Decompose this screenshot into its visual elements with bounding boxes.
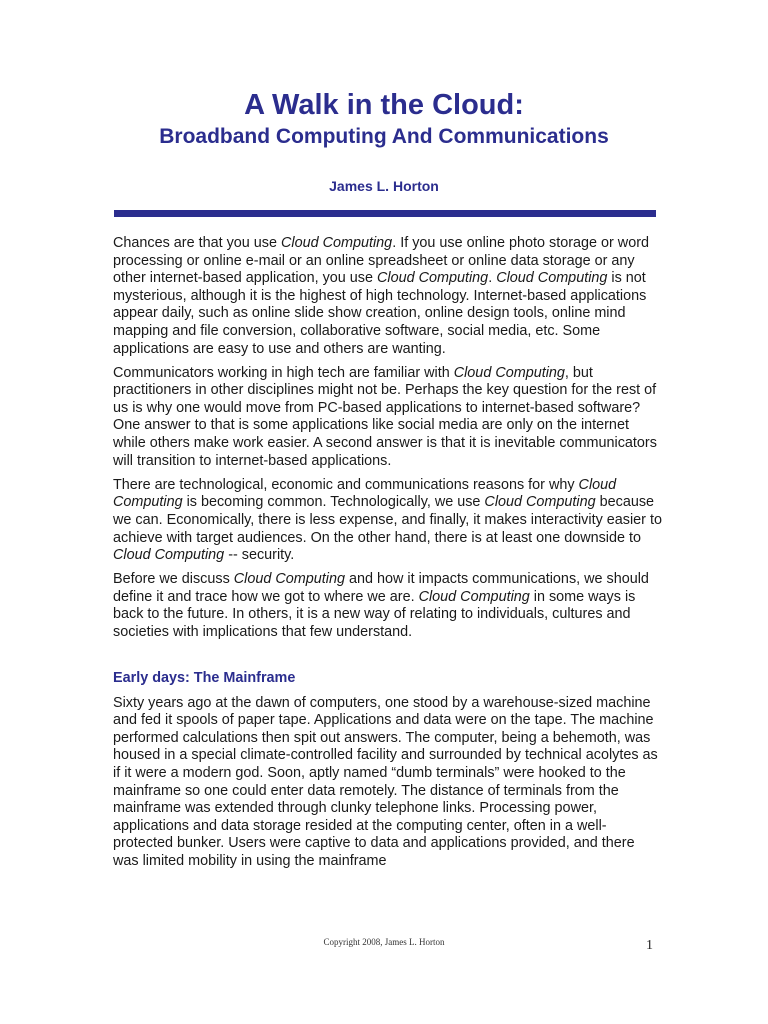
section-heading: Early days: The Mainframe (113, 669, 296, 686)
document-subtitle: Broadband Computing And Communications (159, 125, 609, 148)
paragraph-intro: Chances are that you use Cloud Computing. If you use online photo storage or word processing or online e-mail or an online spreadsheet or online data storage or any other internet-based application, you use Cloud Computing. Cloud Computing is not mysterious, although it is the highest of high technology. Internet-based applications appear daily, such as online slide show creation, online design tools, online mind mapping and file conversion, collaborative software, social media, etc. Some applications are easy to use and others are wanting. (113, 235, 649, 357)
paragraph-communicators: Communicators working in high tech are familiar with Cloud Computing, but practitioners in other disciplines might not be. Perhaps the key question for the rest of us is why one would move from PC-based applications to internet-based software? One answer to that is some applications like social media are only on the internet while others make work easier. A second answer is that it is inevitable communicators will transition to internet-based applications. (113, 364, 657, 469)
term-cloud-computing: Cloud Computing (496, 270, 608, 287)
term-cloud-computing: Cloud Computing (233, 571, 345, 588)
author-name: James L. Horton (329, 178, 439, 194)
term-cloud-computing: Cloud Computing (281, 235, 393, 251)
paragraph-reasons: There are technological, economic and communications reasons for why Cloud Computing is becoming common. Technologically, we use Cloud Computing because we can. Economically, there is less expense, and finally, it makes interactivity easier to achieve with target audiences. On the other hand, there is at least one downside to Cloud Computing -- security. (113, 476, 662, 564)
term-cloud-computing: Cloud Computing (484, 494, 596, 511)
page-footer-copyright: Copyright 2008, James L. Horton (323, 937, 445, 947)
document-body (113, 235, 663, 877)
document-title: A Walk in the Cloud: (244, 89, 524, 121)
term-cloud-computing: Cloud Computing (453, 364, 565, 381)
term-cloud-computing: Cloud Computing (377, 270, 489, 287)
term-cloud-computing: Cloud Computing (418, 588, 530, 605)
term-cloud-computing: Cloud Computing (113, 476, 617, 511)
title-divider (114, 210, 656, 217)
term-cloud-computing: Cloud Computing (113, 547, 225, 564)
paragraph-definition: Before we discuss Cloud Computing and how it impacts communications, we should define it and trace how we got to where we are. Cloud Computing in some ways is back to the future. In others, it is a new way of relating to individuals, cultures and societies with implications that few understand. (113, 571, 649, 640)
paragraph-mainframe: Sixty years ago at the dawn of computers, one stood by a warehouse-sized machine and fed it spools of paper tape. Applications and data were on the tape. The machine performed calculations then spit out answers. The computer, being a behemoth, was housed in a special climate-controlled facility and surrounded by technical acolytes as if it were a modern god. Soon, aptly named “dumb terminals” were hooked to the mainframe so one could enter data remotely. The distance of terminals from the mainframe was extended through clunky telephone links. Processing power, applications and data storage resided at the computing center, often in a well-protected bunker. Users were captive to data and applications provided, and there was limited mobility in using the mainframe (113, 694, 658, 869)
page-number: 1 (646, 938, 653, 953)
